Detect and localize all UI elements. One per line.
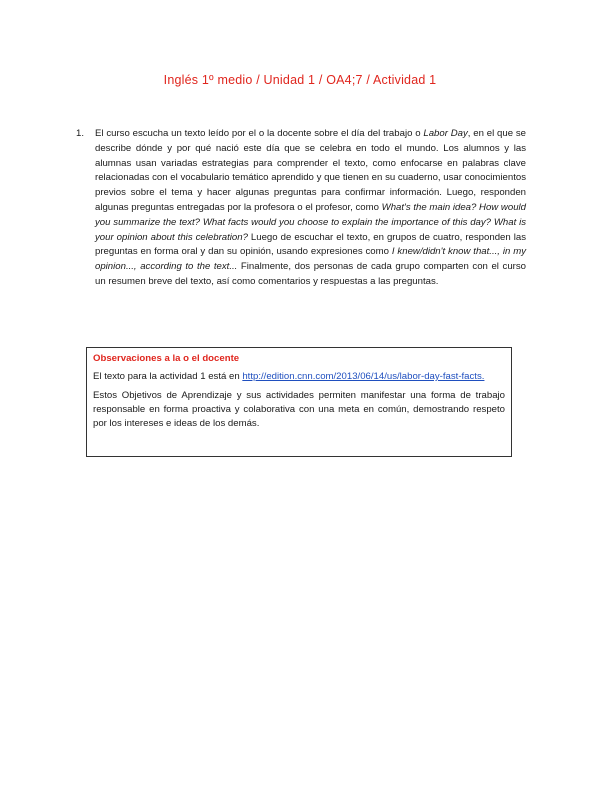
activity-text-segment: Luego de escuchar el texto, en grupos de cuatro, responden las preguntas en forma oral y dan su opinión, usando expresiones como [95, 231, 526, 258]
page-title: Inglés 1º medio / Unidad 1 / OA4;7 / Actividad 1 [163, 73, 437, 87]
observations-paragraph-1 [93, 370, 505, 384]
activity-number: 1. [76, 128, 85, 139]
observations-text: El texto para la actividad 1 está en [93, 371, 243, 382]
activity-text-segment: Finalmente, dos personas de cada grupo comparten con el curso un resumen breve del texto, así como comentarios y respuestas a las preguntas. [95, 261, 526, 287]
activity-item [76, 127, 526, 290]
activity-text [95, 127, 526, 290]
activity-italic-segment: Labor Day [423, 128, 468, 139]
observations-title: Observaciones a la o el docente [93, 353, 240, 364]
activity-text-segment: , en el que se describe dónde y por qué nació este día que se celebra en todo el mundo. Los alumnos y las alumnas usan variadas estrategias para comprender el texto, como enfocarse en palabras clave relacionadas con el vocabulario temático aprendido y que tienen en su cuaderno, usar conocimientos previos sobre el tema y hacer algunas preguntas para confirmar información. Luego, responden algunas preguntas entregadas por la profesora o el profesor, como [95, 128, 526, 213]
observations-box [86, 347, 512, 457]
observations-paragraph-2: Estos Objetivos de Aprendizaje y sus actividades permiten manifestar una forma de trabajo responsable en forma proactiva y colaborativa con una meta en común, demostrando respeto por los intereses e ideas de los demás. [93, 390, 505, 429]
activity-text-segment: El curso escucha un texto leído por el o la docente sobre el día del trabajo o [95, 128, 424, 139]
article-link[interactable]: http://edition.cnn.com/2013/06/14/us/labor-day-fast-facts. [242, 371, 485, 382]
activity-expressions: I knew/didn't know that..., in my opinion..., according to the text... [95, 246, 527, 273]
activity-questions: What's the main idea? How would you summarize the text? What facts would you choose to explain the importance of this day? What is your opinion about this celebration? [95, 201, 526, 243]
